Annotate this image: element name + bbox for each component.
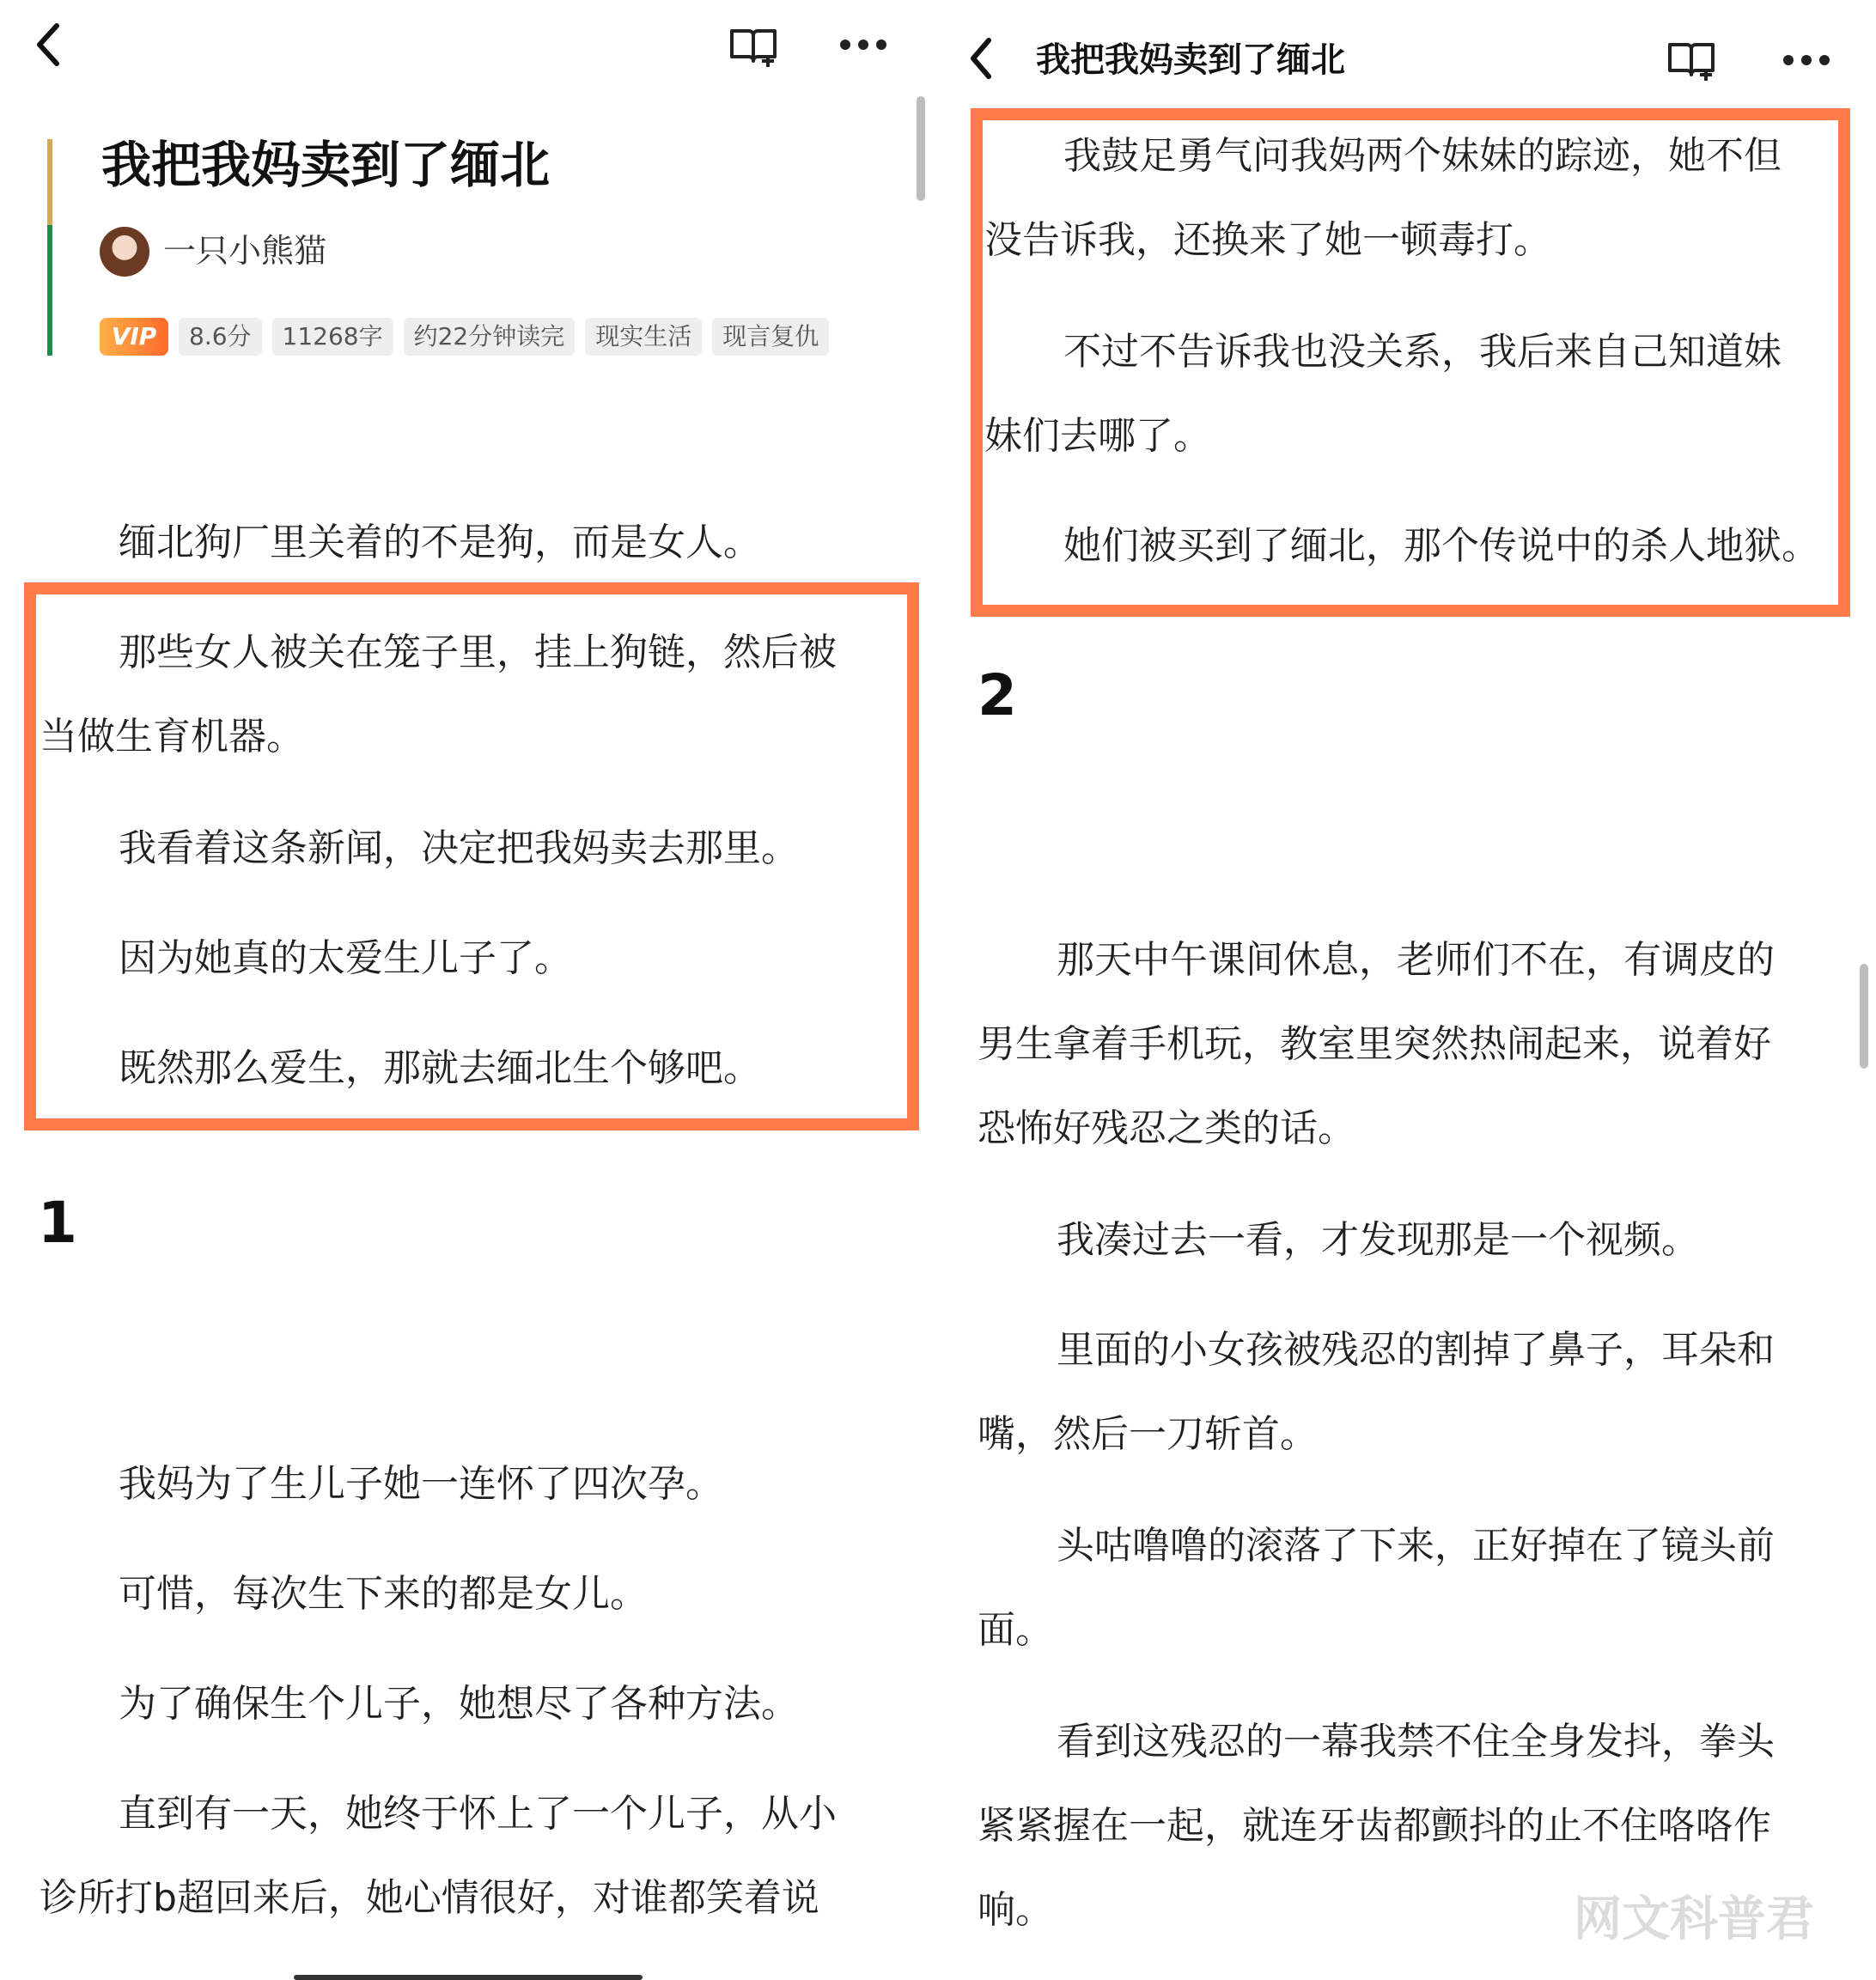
chapter2-paragraph-5-line-2: 紧紧握在一起，就连牙齿都颤抖的止不住咯咯作 (978, 1804, 1771, 1848)
chapter1-paragraph-4-line-1: 直到有一天，她终于怀上了一个儿子，从小 (119, 1792, 837, 1836)
paragraph-5: 既然那么爱生，那就去缅北生个够吧。 (119, 1046, 761, 1090)
scrollbar-thumb[interactable] (1860, 964, 1868, 1069)
word-count-tag: 11268字 (272, 318, 393, 356)
chapter-heading-1: 1 (38, 1190, 77, 1256)
paragraph-4: 因为她真的太爱生儿子了。 (119, 936, 572, 980)
paragraph-2-line-2: 当做生育机器。 (40, 715, 304, 758)
highlight-paragraph-1-line-2: 没告诉我，还换来了她一顿毒打。 (984, 218, 1551, 262)
chapter2-paragraph-3-line-1: 里面的小女孩被残忍的割掉了鼻子，耳朵和 (1057, 1328, 1775, 1372)
chapter2-paragraph-5-line-3: 响。 (978, 1888, 1053, 1932)
chapter2-paragraph-5-line-1: 看到这残忍的一幕我禁不住全身发抖，拳头 (1057, 1720, 1775, 1764)
chapter1-paragraph-1: 我妈为了生儿子她一连怀了四次孕。 (119, 1462, 723, 1506)
chapter2-paragraph-4-line-2: 面。 (978, 1608, 1053, 1652)
book-title: 我把我妈卖到了缅北 (101, 136, 551, 194)
back-chevron-icon[interactable] (967, 36, 995, 81)
chapter2-paragraph-4-line-1: 头咕噜噜的滚落了下来，正好掉在了镜头前 (1057, 1524, 1775, 1568)
author-name[interactable]: 一只小熊猫 (163, 232, 327, 270)
add-to-bookshelf-icon[interactable] (1666, 38, 1716, 82)
highlight-paragraph-2-line-1: 不过不告诉我也没关系，我后来自己知道妹 (1063, 330, 1782, 374)
scrollbar-thumb[interactable] (917, 96, 925, 201)
paragraph-2-line-1: 那些女人被关在笼子里，挂上狗链，然后被 (119, 631, 837, 674)
chapter2-paragraph-1-line-3: 恐怖好残忍之类的话。 (978, 1106, 1355, 1150)
paragraph-3: 我看着这条新闻，决定把我妈卖去那里。 (119, 826, 799, 870)
header-book-title: 我把我妈卖到了缅北 (1036, 40, 1345, 80)
add-to-bookshelf-icon[interactable] (728, 24, 778, 69)
highlight-paragraph-1-line-1: 我鼓足勇气问我妈两个妹妹的踪迹，她不但 (1063, 134, 1782, 178)
title-accent-bar-top (47, 139, 52, 225)
chapter-heading-2: 2 (978, 662, 1017, 728)
more-options-icon[interactable] (1782, 53, 1831, 67)
highlight-paragraph-3: 她们被买到了缅北，那个传说中的杀人地狱。 (1063, 524, 1819, 568)
chapter2-paragraph-1-line-1: 那天中午课间休息，老师们不在，有调皮的 (1057, 938, 1775, 982)
vip-badge: VIP (100, 318, 168, 356)
reading-time-tag: 约22分钟读完 (404, 318, 576, 356)
chapter1-paragraph-4-line-2: 诊所打b超回来后，她心情很好，对谁都笑着说 (40, 1876, 819, 1920)
back-chevron-icon[interactable] (33, 22, 64, 67)
genre-tag-1[interactable]: 现实生活 (585, 318, 702, 356)
book-tags (100, 318, 829, 356)
chapter1-paragraph-2: 可惜，每次生下来的都是女儿。 (119, 1572, 648, 1616)
paragraph-1: 缅北狗厂里关着的不是狗，而是女人。 (119, 521, 761, 564)
home-indicator (294, 1975, 643, 1980)
reader-panel-right (938, 0, 1876, 1980)
title-accent-bar-bottom (47, 225, 52, 356)
chapter2-paragraph-2: 我凑过去一看，才发现那是一个视频。 (1057, 1218, 1699, 1262)
watermark: 网文科普君 (1574, 1892, 1814, 1947)
highlight-paragraph-2-line-2: 妹们去哪了。 (984, 414, 1211, 458)
chapter2-paragraph-3-line-2: 嘴，然后一刀斩首。 (978, 1412, 1318, 1456)
author-avatar[interactable] (100, 227, 149, 277)
chapter1-paragraph-3: 为了确保生个儿子，她想尽了各种方法。 (119, 1682, 799, 1726)
more-options-icon[interactable] (838, 38, 888, 52)
rating-tag: 8.6分 (179, 318, 262, 356)
genre-tag-2[interactable]: 现言复仇 (712, 318, 829, 356)
chapter2-paragraph-1-line-2: 男生拿着手机玩，教室里突然热闹起来，说着好 (978, 1022, 1771, 1066)
